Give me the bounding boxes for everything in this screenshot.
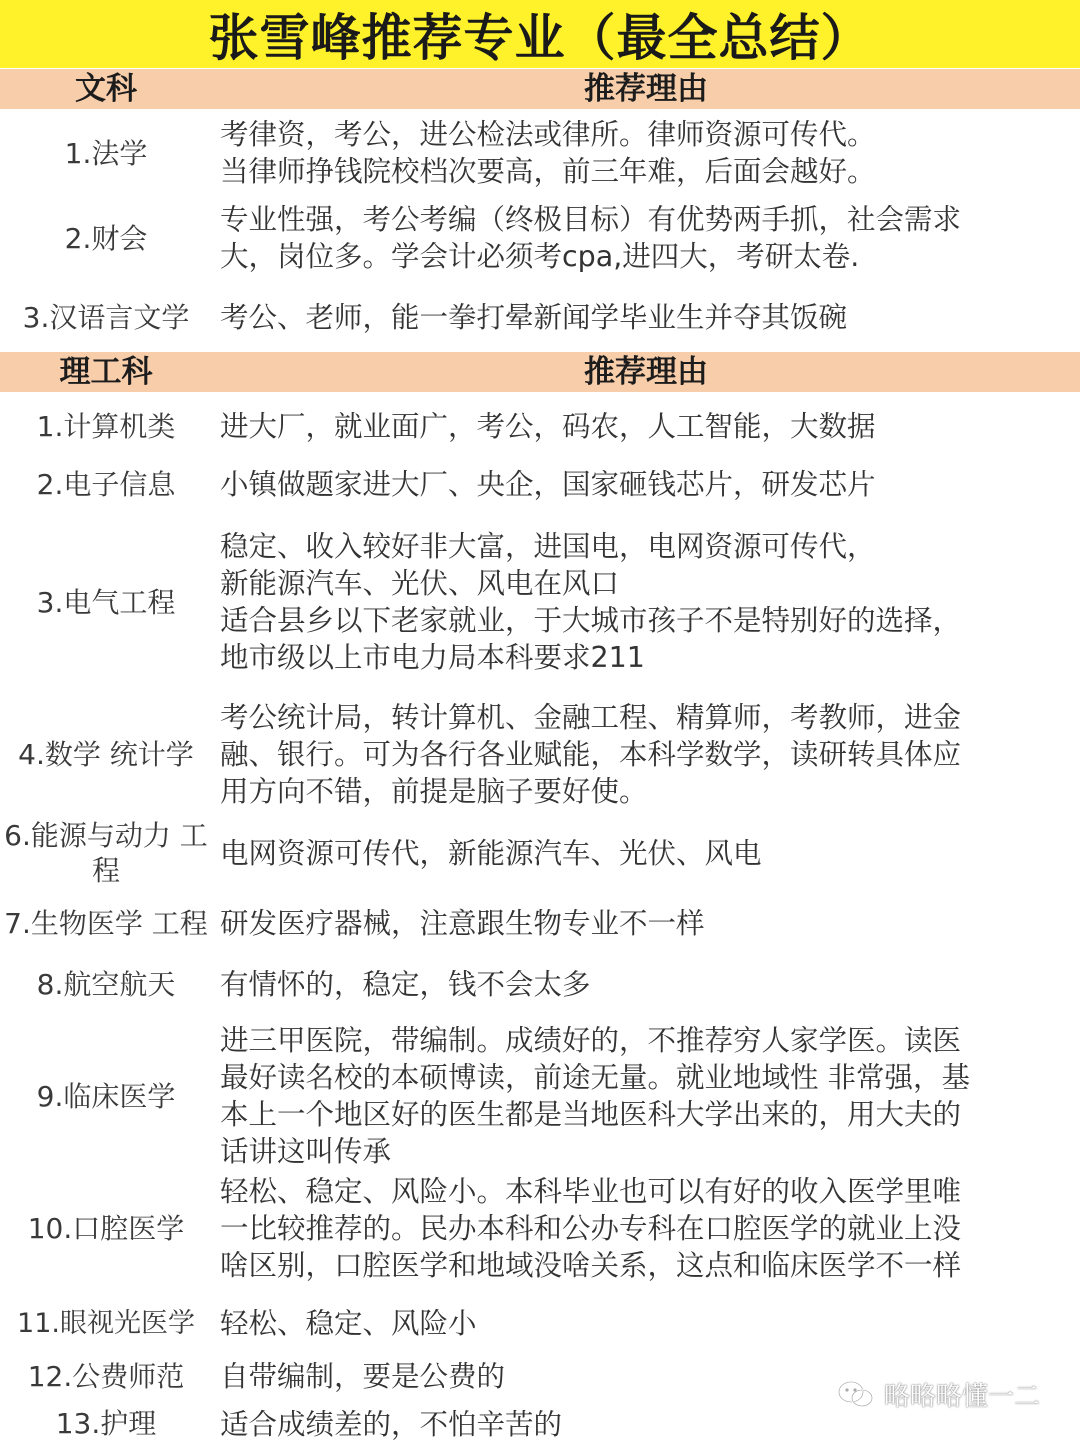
- recommend-reason: 轻松、稳定、风险小: [220, 1306, 477, 1340]
- subject-name: 7.生物医学 工程: [4, 906, 208, 940]
- recommend-reason: 有情怀的，稳定，钱不会太多: [220, 967, 591, 1001]
- table-row: [0, 296, 1080, 338]
- recommend-reason: 适合成绩差的，不怕辛苦的: [220, 1408, 563, 1441]
- recommend-reason: 研发医疗器械，注意跟生物专业不一样: [220, 906, 705, 940]
- subject-name: 6.能源与动力 工程: [4, 819, 208, 887]
- recommend-reason: 专业性强，考公考编（终极目标）有优势两手抓，社会需求 大，岗位多。学会计必须考cpa,进四大，考研太卷.: [220, 203, 962, 273]
- subject-name: 11.眼视光医学: [17, 1307, 195, 1339]
- table-row: [0, 527, 1080, 677]
- recommend-reason: 电网资源可传代，新能源汽车、光伏、风电: [220, 836, 762, 870]
- watermark-text: 略略略懂一二: [884, 1381, 1041, 1412]
- recommend-reason: 进三甲医院，带编制。成绩好的，不推荐穷人家学医。读医 最好读名校的本硕博读，前途无量。就业地域性 非常强，基 本上一个地区好的医生都是当地医科大学出来的，用大夫的 话讲这叫传承: [220, 1024, 971, 1168]
- recommend-reason: 稳定、收入较好非大富，进国电，电网资源可传代， 新能源汽车、光伏、风电在风口 适合县乡以下老家就业，于大城市孩子不是特别好的选择， 地市级以上市电力局本科要求211: [220, 530, 962, 674]
- category-label: 文科: [75, 71, 137, 107]
- recommend-reason: 考公统计局，转计算机、金融工程、精算师，考教师，进金 融、银行。可为各行各业赋能，本科学数学，读研转具体应 用方向不错，前提是脑子要好使。: [220, 701, 962, 808]
- recommend-reason: 自带编制，要是公费的: [220, 1359, 506, 1393]
- table-row: [0, 463, 1080, 505]
- subject-name: 10.口腔医学: [27, 1211, 185, 1245]
- recommend-reason: 轻松、稳定、风险小。本科毕业也可以有好的收入医学里唯 一比较推荐的。民办本科和公办专科在口腔医学的就业上没 啥区别，口腔医学和地域没啥关系，这点和临床医学不一样: [220, 1174, 962, 1282]
- table-row: [0, 887, 1080, 959]
- recommend-reason: 考公、老师，能一拳打晕新闻学毕业生并夺其饭碗: [220, 300, 848, 334]
- table-row: [0, 198, 1080, 278]
- subject-name: 2.财会: [64, 221, 148, 255]
- recommend-reason: 考律资，考公，进公检法或律所。律师资源可传代。 当律师挣钱院校档次要高，前三年难，后面会越好。: [220, 118, 876, 188]
- science-header: [0, 352, 1080, 392]
- table-row: [0, 405, 1080, 447]
- page-title: 张雪峰推荐专业（最全总结）: [0, 0, 1080, 68]
- subject-name: 9.临床医学: [36, 1079, 176, 1113]
- table-row: [0, 963, 1080, 1005]
- subject-name: 13.护理: [55, 1407, 157, 1440]
- subject-name: 3.电气工程: [36, 585, 176, 619]
- subject-name: 4.数学 统计学: [18, 738, 194, 771]
- reason-label: 推荐理由: [584, 354, 708, 390]
- table-row: [0, 1302, 1080, 1344]
- liberal-arts-header: [0, 69, 1080, 109]
- subject-name: 3.汉语言文学: [22, 300, 190, 334]
- watermark: [836, 1374, 1040, 1414]
- table-row: [0, 1022, 1080, 1170]
- table-row: [0, 697, 1080, 812]
- wechat-icon: [836, 1379, 876, 1409]
- table-row: [0, 113, 1080, 193]
- subject-name: 12.公费师范: [27, 1359, 185, 1393]
- recommend-reason: 小镇做题家进大厂、央企，国家砸钱芯片，研发芯片: [220, 467, 876, 501]
- recommend-reason: 进大厂，就业面广，考公，码农，人工智能，大数据: [220, 409, 876, 443]
- reason-label: 推荐理由: [584, 71, 708, 107]
- subject-name: 2.电子信息: [36, 467, 176, 501]
- table-row: [0, 1172, 1080, 1284]
- subject-name: 1.法学: [64, 136, 148, 170]
- subject-name: 1.计算机类: [36, 409, 176, 443]
- table-row: [0, 817, 1080, 889]
- category-label: 理工科: [59, 354, 153, 390]
- subject-name: 8.航空航天: [36, 967, 176, 1001]
